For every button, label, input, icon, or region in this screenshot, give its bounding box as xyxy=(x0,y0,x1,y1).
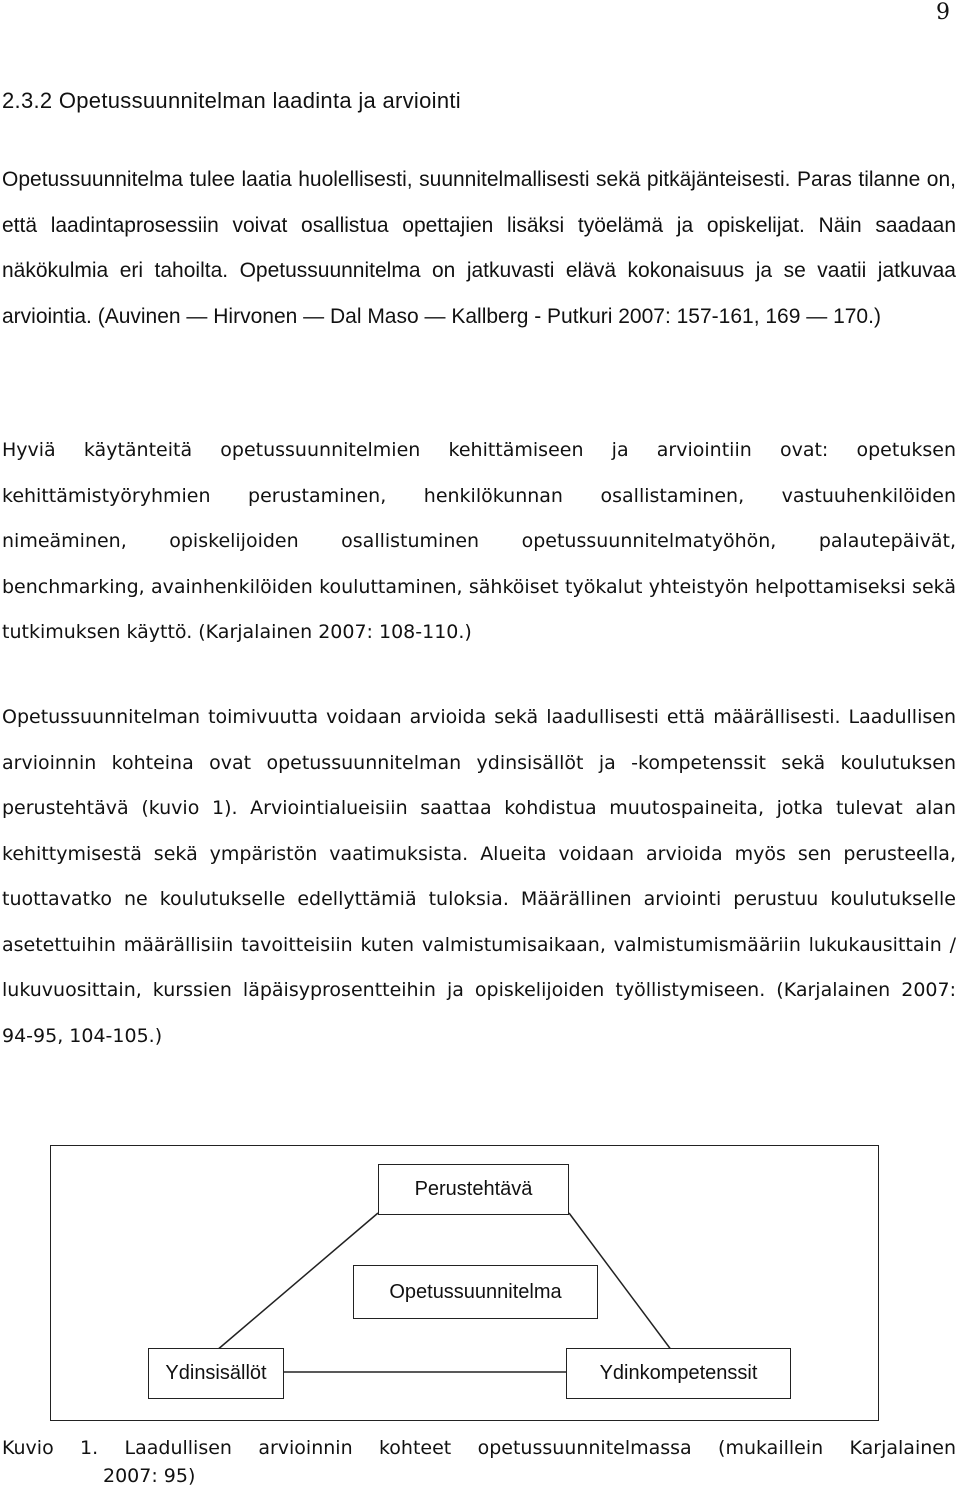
node-ydinkompetenssit: Ydinkompetenssit xyxy=(566,1348,791,1399)
paragraph-2: Hyviä käytänteitä opetussuunnitelmien kehittämiseen ja arviointiin ovat: opetuksen kehittämistyöryhmien perustaminen, henkilökunnan osallistaminen, vastuuhenkilöiden nimeäminen, opiskelijoiden osallistuminen opetussuunnitelmatyöhön, palautepäivät, benchmarking, avainhenkilöiden kouluttaminen, sähköiset työkalut yhteistyön helpottamiseksi sekä tutkimuksen käyttö. (Karjalainen 2007: 108-110.) xyxy=(2,439,956,643)
paragraph-3: Opetussuunnitelman toimivuutta voidaan arvioida sekä laadullisesti että määrällisesti. Laadullisen arvioinnin kohteina ovat opetussuunnitelman ydinsisällöt ja -kompetenssit sekä koulutuksen perustehtävä (kuvio 1). Arviointialueisiin saattaa kohdistua muutospaineita, jotka tulevat alan kehittymisestä sekä ympäristön vaatimuksista. Alueita voidaan arvioida myös sen perusteella, tuottavatko ne koulutukselle edellyttämiä tuloksia. Määrällinen arviointi perustuu koulutukselle asetettuihin määrällisiin tavoitteisiin kuten valmistumisaikaan, valmistumismääriin lukukausittain / lukuvuosittain, kurssien läpäisyprosentteihin ja opiskelijoiden työllistymiseen. (Karjalainen 2007: 94-95, 104-105.) xyxy=(2,706,956,1047)
page-number: 9 xyxy=(936,0,950,25)
node-opetussuunnitelma: Opetussuunnitelma xyxy=(353,1265,598,1319)
node-perustehtava: Perustehtävä xyxy=(378,1164,569,1215)
paragraph-1: Opetussuunnitelma tulee laatia huolellisesti, suunnitelmallisesti sekä pitkäjänteisesti. Paras tilanne on, että laadintaprosessiin voivat osallistua opettajien lisäksi työelämä ja opiskelijat. Näin saadaan näkökulmia eri tahoilta. Opetussuunnitelma on jatkuvasti elävä kokonaisuus ja se vaatii jatkuvaa arviointia. (Auvinen — Hirvonen — Dal Maso — Kallberg - Putkuri 2007: 157-161, 169 — 170.) xyxy=(2,168,956,328)
figure-caption-continued: 2007: 95) xyxy=(103,1465,196,1487)
figure-caption: Kuvio 1. Laadullisen arvioinnin kohteet opetussuunnitelmassa (mukaillein Karjalainen xyxy=(2,1437,956,1459)
section-heading: 2.3.2 Opetussuunnitelman laadinta ja arviointi xyxy=(2,88,461,113)
node-ydinsisallot: Ydinsisällöt xyxy=(148,1348,284,1399)
